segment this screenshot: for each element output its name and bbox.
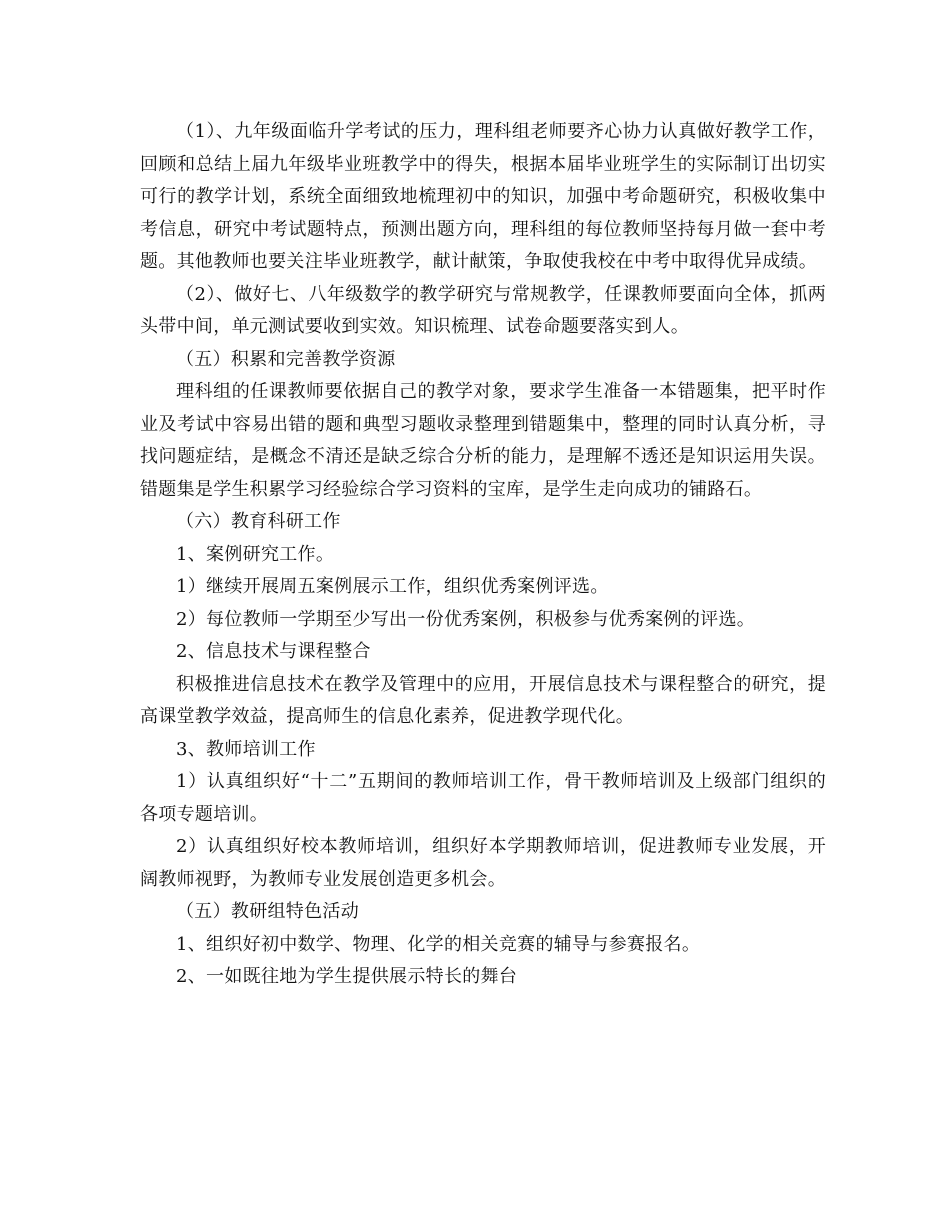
item-competitions: 1、组织好初中数学、物理、化学的相关竞赛的辅导与参赛报名。: [176, 933, 701, 955]
item-training-five-year: 1）认真组织好“十二”五期间的教师培训工作，骨干教师培训及上级部门组织的各项专题培训。: [140, 771, 826, 825]
item-case-writing: 2）每位教师一学期至少写出一份优秀案例，积极参与优秀案例的评选。: [176, 608, 756, 630]
heading-teaching-resources: （五）积累和完善教学资源: [176, 348, 396, 370]
heading-special-activities: （五）教研组特色活动: [176, 901, 359, 922]
paragraph-it-integration: 积极推进信息技术在教学及管理中的应用，开展信息技术与课程整合的研究，提高课堂教学效益，提高师生的信息化素养，促进教学现代化。: [140, 673, 826, 727]
item-school-training: 2）认真组织好校本教师培训，组织好本学期教师培训，促进教师专业发展，开阔教师视野，为教师专业发展创造更多机会。: [140, 836, 826, 890]
paragraph-grade9-exam: （1）、九年级面临升学考试的压力，理科组老师要齐心协力认真做好教学工作，回顾和总结上届九年级毕业班教学中的得失，根据本届毕业班学生的实际制订出切实可行的教学计划，系统全面细致地梳理初中的知识，加强中考命题研究，积极收集中考信息，研究中考试题特点，预测出题方向，理科组的每位教师坚持每月做一套中考题。其他教师也要关注毕业班教学，献计献策，争取使我校在中考中取得优异成绩。: [140, 121, 826, 272]
item-talent-stage: 2、一如既往地为学生提供展示特长的舞台: [176, 966, 518, 987]
paragraph-error-collection: 理科组的任课教师要依据自己的教学对象，要求学生准备一本错题集，把平时作业及考试中容易出错的题和典型习题收录整理到错题集中，整理的同时认真分析，寻找问题症结，是概念不清还是缺乏综合分析的能力，是理解不透还是知识运用失误。错题集是学生积累学习经验综合学习资料的宝库，是学生走向成功的铺路石。: [140, 381, 826, 500]
item-it-integration: 2、信息技术与课程整合: [176, 641, 371, 662]
item-teacher-training: 3、教师培训工作: [176, 738, 316, 760]
document-body: [140, 116, 826, 994]
paragraph-grade7-8-math: （2）、做好七、八年级数学的教学研究与常规教学，任课教师要面向全体，抓两头带中间，单元测试要收到实效。知识梳理、试卷命题要落实到人。: [140, 283, 826, 337]
item-case-study: 1、案例研究工作。: [176, 543, 335, 565]
heading-education-research: （六）教育科研工作: [176, 511, 341, 532]
item-case-display: 1）继续开展周五案例展示工作，组织优秀案例评选。: [176, 576, 609, 597]
